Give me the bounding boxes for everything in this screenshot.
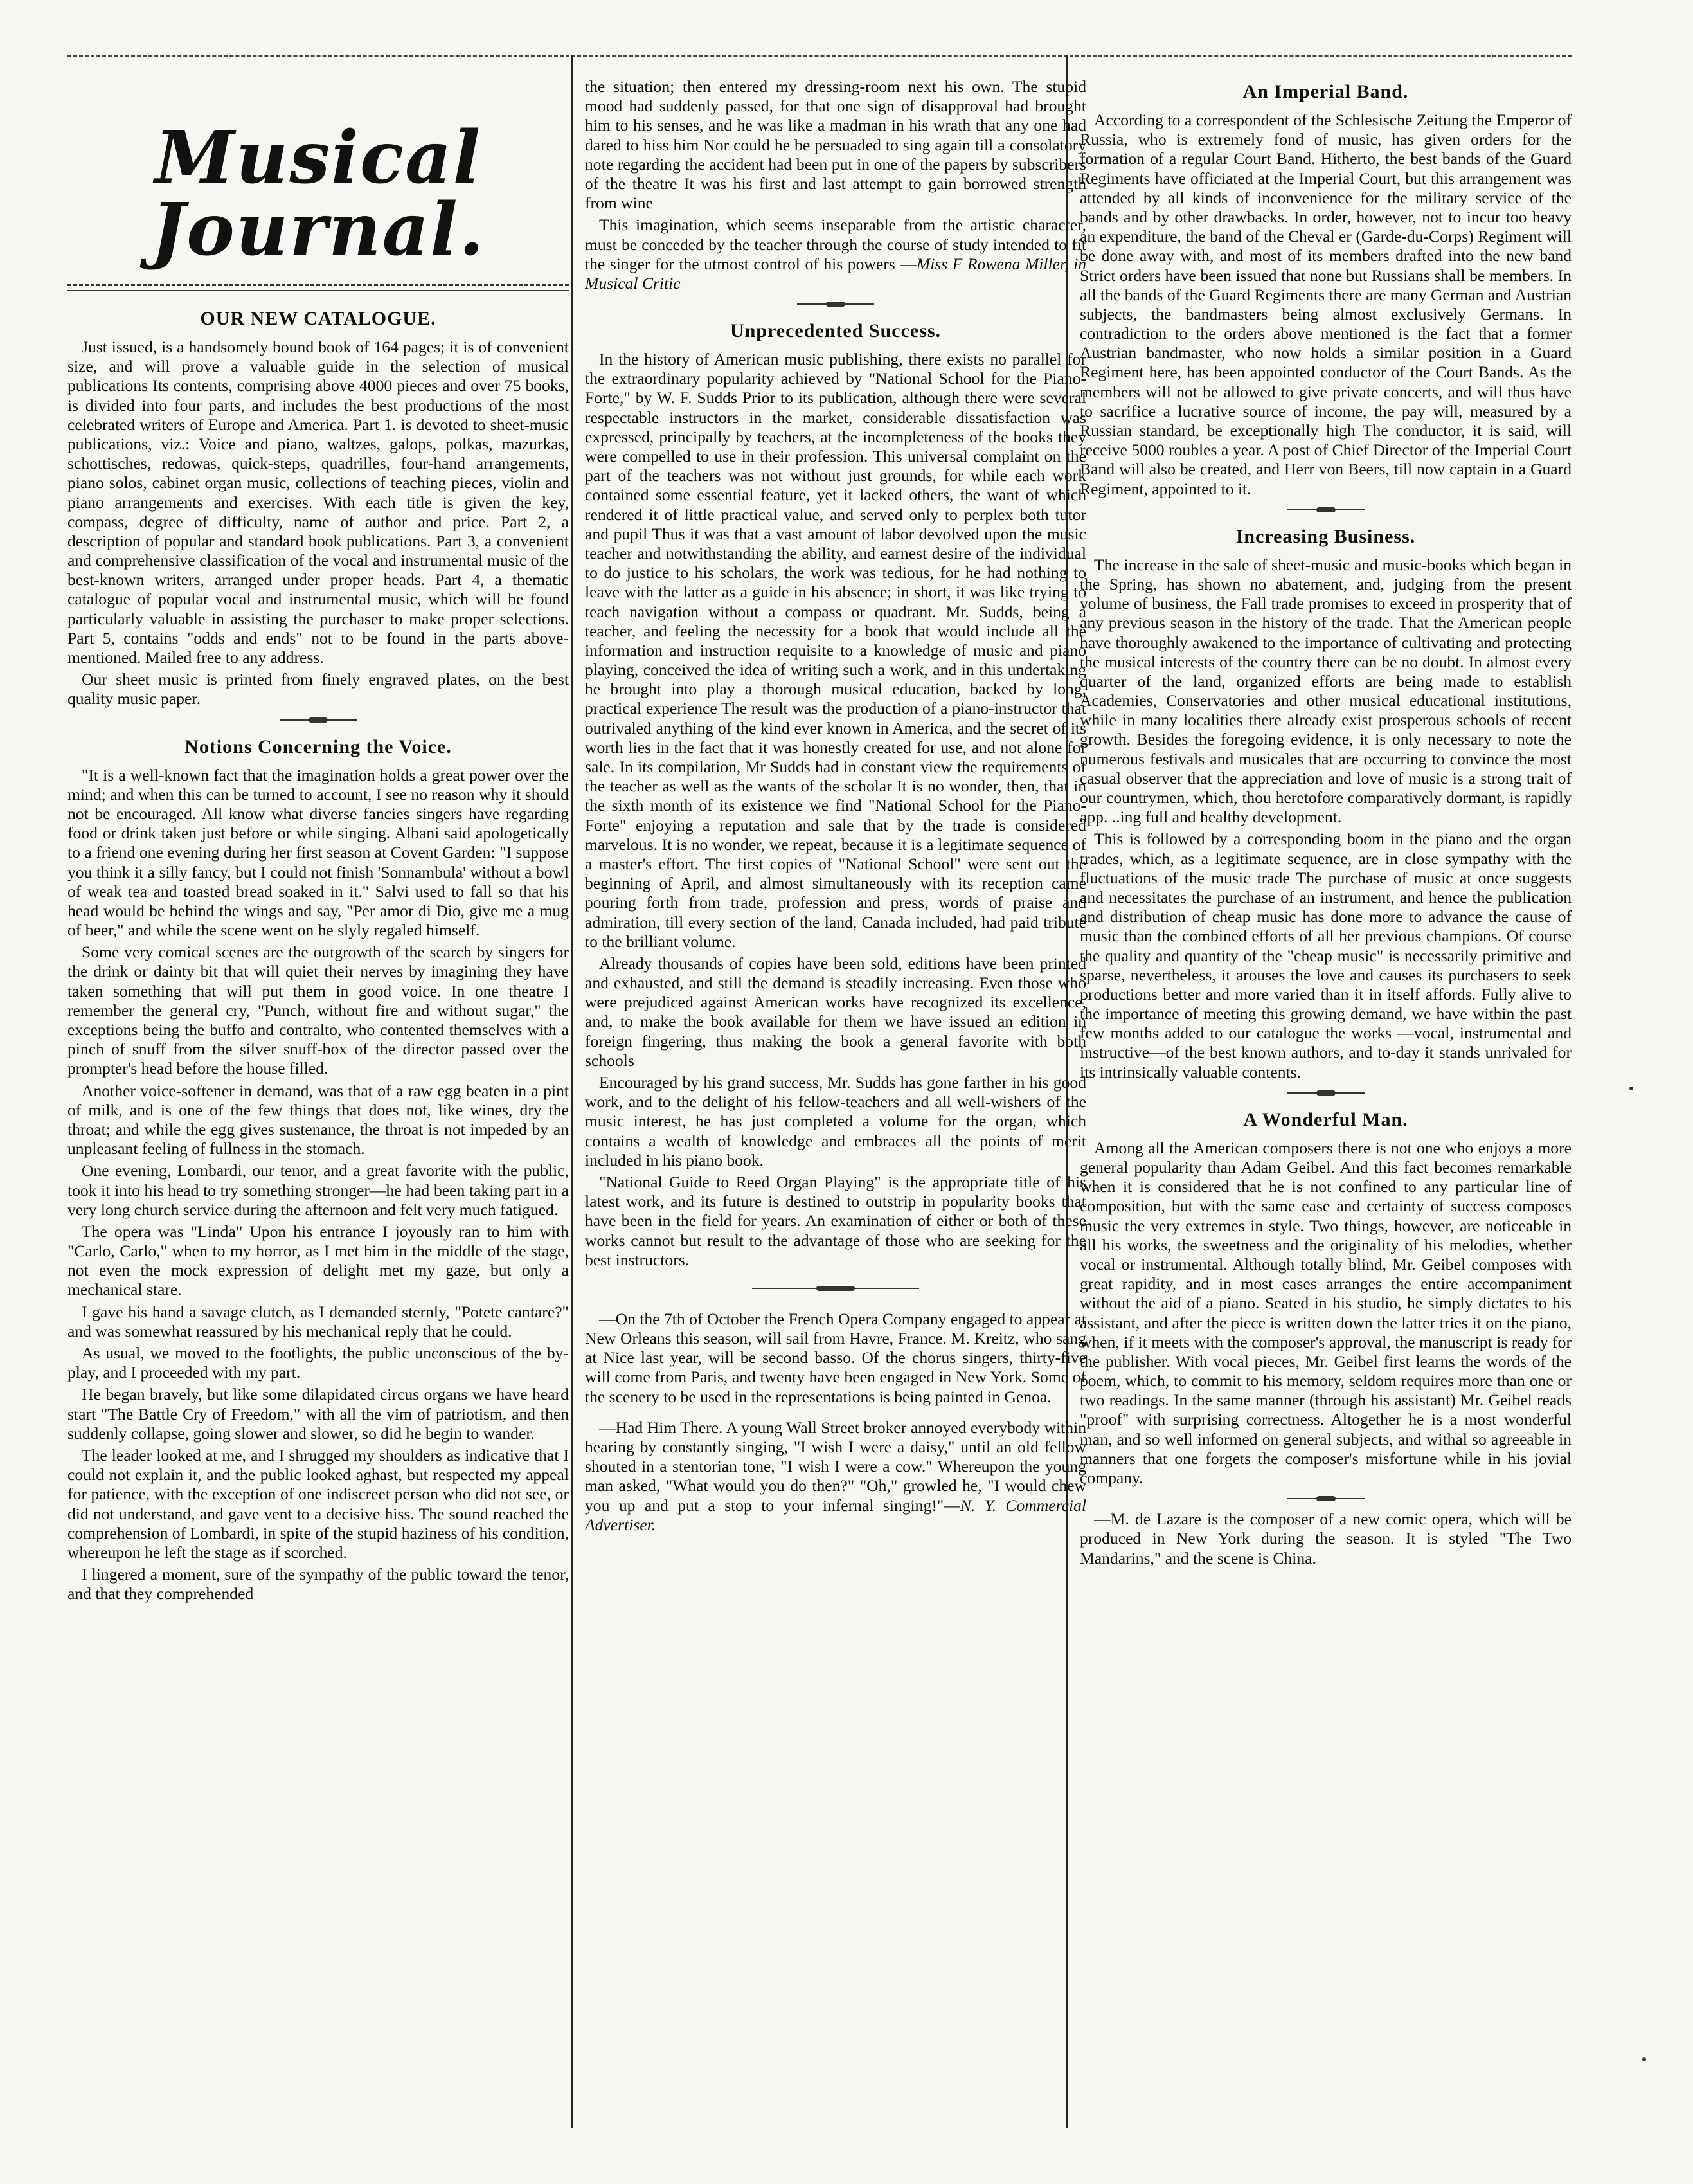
section-ornament [1287,1498,1365,1503]
ink-speck [1629,1087,1633,1090]
paragraph: Another voice-softener in demand, was that of a raw egg beaten in a pint of milk, and is one of the few things that does not, like wines, dry the throat; and while the egg gives sustenance, the throat is not impeded by an unpleasant feeling of fullness in the stomach. [67,1081,569,1159]
news-note-byline: N. Y. Commercial Advertiser. [585,1495,1086,1534]
paragraph: According to a correspondent of the Schlesische Zeitung the Emperor of Russia, who is extremely fond of music, has given orders for the formation of a regular Court Band. Hitherto, the best bands of the Guard Regiments have officiated at the Imperial Court, but this arrangement was attended by all kinds of inconvenience for the military service of the bands and by other drawbacks. In order, however, not to incur too heavy an expenditure, the band of the Cheval er (Garde-du-Corps) Regiment will be done away with, and most of its members drafted into the new band Strict orders have been issued that none but Russians shall be members. In all the bands of the Guard Regiments there are many German and Austrian subjects, the bandmasters being almost exclusively Germans. In contradiction to the orders above mentioned is the fact that a former Austrian bandmaster, who now holds a similar position in a Guard Regiment here, has been appointed conductor of the Court Bands. As the members will not be allowed to give private concerts, and will thus have to sacrifice a lucrative source of income, the pay will, measured by a Russian standard, be exceptionally high The conductor, it is said, will receive 5000 roubles a year. A post of Chief Director of the Imperial Court Band will also be created, and Herr von Beers, till now captain in a Guard Regiment, appointed to it. [1080,111,1572,498]
paragraph: I lingered a moment, sure of the sympathy of the public toward the tenor, and that they comprehended [67,1565,569,1603]
article-title: OUR NEW CATALOGUE. [200,308,436,329]
paragraph: I gave his hand a savage clutch, as I demanded sternly, "Potete cantare?" and was somewhat reassured by his mechanical reply that he could. [67,1302,569,1340]
column-three [1080,77,1572,1571]
article-voice [67,736,569,1604]
article-voice-continued [585,77,1086,293]
paragraph: In the history of American music publishing, there exists no parallel for the extraordinary popularity achieved by "National School for the Piano-Forte," by W. F. Sudds Prior to its publication, although there were several respectable instructors in the market, considerable dissatisfaction was expressed, principally by teachers, at the incompleteness of the books they were compelled to use in their profession. This universal complaint on the part of the teachers was not without just grounds, for while each work contained some essential feature, yet it lacked others, the want of which rendered it of little practical value, and served only to perplex both tutor and pupil Thus it was that a vast amount of labor devolved upon the music teacher and notwithstanding the ability, and earnest desire of the individual to do justice to his scholars, the work was tedious, for he had nothing to leave with the latter as a guide in his absence; in short, it was like trying to teach navigation without a compass or quadrant. Mr. Sudds, being a teacher, and feeling the necessity for a book that would include all the information and instruction requisite to a knowledge of music and piano playing, conceived the idea of writing such a work, and in this undertaking he brought into play a thorough musical education, backed by long, practical experience The result was the production of a piano-instructor that outrivaled anything of the kind ever known in America, and the secret of its worth lies in the fact that it was honestly created for use, and not alone for sale. In its compilation, Mr Sudds had in constant view the requirements of the teacher as well as the wants of the scholar It is no wonder, then, that in the sixth month of its existence we find "National School for the Piano-Forte" enjoying a reputation and sale that by the trade is considered marvelous. It is no wonder, we repeat, because it is a legitimate sequence of a master's effort. The first copies of "National School" were sent out the beginning of April, and almost simultaneously with its reception came pouring forth from trade, profession and press, words of praise and admiration, till every section of the land, Canada included, had paid tribute to the brilliant volume. [585,350,1086,951]
article-imperial-band [1080,81,1572,499]
masthead-rule [67,284,569,291]
paragraph [585,215,1086,293]
section-ornament [797,303,874,309]
paragraph: Just issued, is a handsomely bound book of 164 pages; it is of convenient size, and will prove a valuable guide in the selection of musical publications Its contents, comprising above 4000 pieces and over 75 books, is divided into four parts, and includes the best productions of the most celebrated writers of Europe and America. Part 1. is devoted to sheet-music publications, viz.: Voice and piano, waltzes, galops, polkas, mazurkas, schottisches, redowas, quick-steps, quadrilles, four-hand arrangements, piano solos, cabinet organ music, collections of teaching pieces, violin and piano arrangements and exercises. With each title is given the key, compass, degree of difficulty, name of author and price. Part 2, a description of popular and standard book publications. Part 3, a convenient and comprehensive classification of the vocal and instrumental music of the best-known writers, arranged under proper heads. Part 4, a thematic catalogue of popular vocal and instrumental music, which will be found particularly valuable in assisting the purchaser to make proper selections. Part 5, contains "odds and ends" not to be found in the parts above-mentioned. Mailed free to any address. [67,338,569,667]
paragraph: The opera was "Linda" Upon his entrance I joyously ran to him with "Carlo, Carlo," when to my horror, as I met him in the middle of the stage, not even the mock expression of delight met my gaze, but only a mechanical stare. [67,1222,569,1299]
article-title: An Imperial Band. [1242,81,1409,102]
paragraph-text: This imagination, which seems inseparable from the artistic character, must be conceded by the teacher through the course of study intended to fit the singer for the utmost control of his powers — [585,215,1086,273]
paragraph: Our sheet music is printed from finely engraved plates, on the best quality music paper. [67,670,569,708]
paragraph: This is followed by a corresponding boom in the piano and the organ trades, which, as a legitimate sequence, are in close sympathy with the fluctuations of the music trade The purchase of music at once suggests and necessitates the purchase of an instrument, and hence the publication and distribution of cheap music has done more to advance the cause of music than the combined efforts of all her previous champions. Of course the quality and quantity of the "cheap music" is necessarily primitive and sparse, nevertheless, it arouses the love and causes its purchasers to seek productions better and more varied than it in itself affords. Fully alive to the importance of meeting this growing demand, we have within the past few months added to our catalogue the works —vocal, instrumental and instructive—of the best known authors, and to-day it stands unrivaled for its intrinsically valuable contents. [1080,829,1572,1081]
article-byline: Miss F Rowena Miller, in Musical Critic [585,254,1087,293]
top-border [67,55,1572,57]
news-note: —On the 7th of October the French Opera Company engaged to appear at New Orleans this season, will sail from Havre, France. M. Kreitz, who sang at Nice last year, will be second basso. Of the chorus singers, thirty-five will come from Paris, and twenty have been engaged in New York. Some of the scenery to be used in the representations is being painted in Genoa. [585,1309,1086,1406]
article-title: Increasing Business. [1235,525,1416,547]
section-ornament [752,1288,919,1292]
article-title: Notions Concerning the Voice. [184,736,452,757]
column-one [67,77,569,1606]
news-note [585,1418,1086,1535]
paragraph: "National Guide to Reed Organ Playing" is the appropriate title of his latest work, and its future is destined to outstrip in popularity books that have been in the field for years. An examination of either or both of these works cannot but result to the advantage of those who are seeking for the best instructors. [585,1172,1086,1269]
paragraph: The increase in the sale of sheet-music and music-books which began in the Spring, has shown no abatement, and, judging from the present volume of business, the Fall trade promises to exceed in prosperity that of any previous season in the history of the trade. That the American people have thoroughly awakened to the importance of cultivating and protecting the musical interests of the country there can be no doubt. In almost every quarter of the land, organized efforts are being made to establish Academies, Conservatories and other musical educational institutions, while in many localities there already exist prosperous schools of recent growth. Besides the foregoing evidence, it is only necessary to note the numerous festivals and musicales that are occurring to convince the most casual observer that the appreciation and love of music is a strong trait of our countrymen, which, thou heretofore comparatively dormant, is rapidly app. ..ing full and healthy development. [1080,555,1572,827]
section-ornament [1287,1092,1365,1097]
section-ornament [1287,509,1365,514]
column-two [585,77,1086,1537]
paragraph: He began bravely, but like some dilapidated circus organs we have heard start "The Battle Cry of Freedom," with all the vim of patriotism, and then suddenly collapse, going slower and slower, so did he begin to wander. [67,1385,569,1443]
paragraph: the situation; then entered my dressing-room next his own. The stupid mood had suddenly passed, for that one sign of disapproval had brought him to his senses, and he was like a madman in his wrath that any one had dared to hiss him Nor could he be persuaded to sing again till a consolatory note regarding the accident had been put in one of the papers by subscribers of the theatre It was his first and last attempt to gain borrowed strength from wine [585,77,1086,213]
paragraph: Among all the American composers there is not one who enjoys a more general popularity than Adam Geibel. And this fact becomes remarkable when it is considered that he is not confined to any particular line of composition, but with the same ease and certainty of success composes music the very extremes in style. Two things, however, are noticeable in all his works, the sweetness and the originality of his melodies, whether vocal or instrumental. Although totally blind, Mr. Geibel composes with great rapidity, and in most cases arranges the entire accompaniment without the aid of a piano. Seated in his studio, he simply dictates to his assistant, and after the piece is written down the latter tries it on the piano, when, if it meets with the composer's approval, the manuscript is ready for the publisher. With vocal pieces, Mr. Geibel first learns the words of the poem, which, to commit to his memory, seldom requires more than one or two readings. In the same manner (through his assistant) Mr. Geibel reads "proof" with surprising correctness. Altogether he is a most wonderful man, and so well informed on general subjects, and withal so agreeable in manners that one forgets the composer's misfortune while in his jovial company. [1080,1138,1572,1487]
paragraph: As usual, we moved to the footlights, the public unconscious of the by-play, and I proceeded with my part. [67,1344,569,1382]
news-note-text: —Had Him There. A young Wall Street broker annoyed everybody within hearing by constantly singing, "I wish I were a daisy," until an old fellow shouted in a stentorian tone, "I wish I were a cow." Whereupon the young man asked, "What would you do then?" "Oh," growled he, "I would chew you up and put a stop to your infernal singing!"— [585,1418,1086,1515]
article-title: A Wonderful Man. [1243,1108,1408,1130]
masthead: Musical Journal. [151,116,485,272]
section-ornament [280,719,357,725]
paragraph: Some very comical scenes are the outgrowth of the search by singers for the drink or dainty bit that will quiet their nerves by imagining they have taken something that will put them in good voice. In one theatre I remember the general cry, "Punch, without fire and without sugar," the exceptions being the buffo and contralto, who contented themselves with a pinch of snuff from the silver snuff-box of the director passed over the prompter's head before the house filled. [67,943,569,1078]
news-notes [585,1310,1086,1535]
article-success [585,320,1086,1270]
paragraph: The leader looked at me, and I shrugged my shoulders as indicative that I could not explain it, and the public looked aghast, but respected my appeal for patience, with the exception of one indiscreet person who did not see, or did not understand, and gave vent to a decisive hiss. The sound reached the comprehension of Lombardi, in spite of the stupid haziness of his condition, whereupon he left the stage as if scorched. [67,1445,569,1562]
paragraph: Encouraged by his grand success, Mr. Sudds has gone farther in his good work, and to the delight of his fellow-teachers and all well-wishers of the music interest, he has just completed a volume for the organ, which contains a wealth of knowledge and embraces all the points of merit included in his piano book. [585,1073,1086,1169]
paragraph: One evening, Lombardi, our tenor, and a great favorite with the public, took it into his head to try something stronger—he had been taking part in a very long church service during the afternoon and felt very much fatigued. [67,1161,569,1219]
article-catalogue [67,308,569,709]
paragraph: "It is a well-known fact that the imagination holds a great power over the mind; and when this can be turned to account, I see no reason why it should not be encouraged. All know what diverse fancies singers have regarding food or drink taken just before or while singing. Albani said apologetically to a friend one evening during her first season at Covent Garden: "I suppose you think it a silly fancy, but I could not finish 'Sonnambula' without a bowl of weak tea and toasted bread soaked in it." Salvi used to fall so that his head would be behind the wings and say, "Per amor di Dio, give me a mug of beer," and while the scene went on he slyly regaled himself. [67,765,569,940]
paragraph: Already thousands of copies have been sold, editions have been printed and exhausted, and still the demand is steadily increasing. Even those who were prejudiced against American works have recognized its excellence, and, to make the book available for them we have issued an edition in foreign fingering, thus making the book a general favorite with both schools [585,953,1086,1070]
news-note: —M. de Lazare is the composer of a new comic opera, which will be produced in New York during the season. It is styled "The Two Mandarins," and the scene is China. [1080,1510,1572,1567]
article-business [1080,526,1572,1082]
ink-speck [1642,2057,1646,2061]
column-rule [571,55,573,2128]
article-title: Unprecedented Success. [730,320,942,342]
article-wonderful-man [1080,1109,1572,1488]
